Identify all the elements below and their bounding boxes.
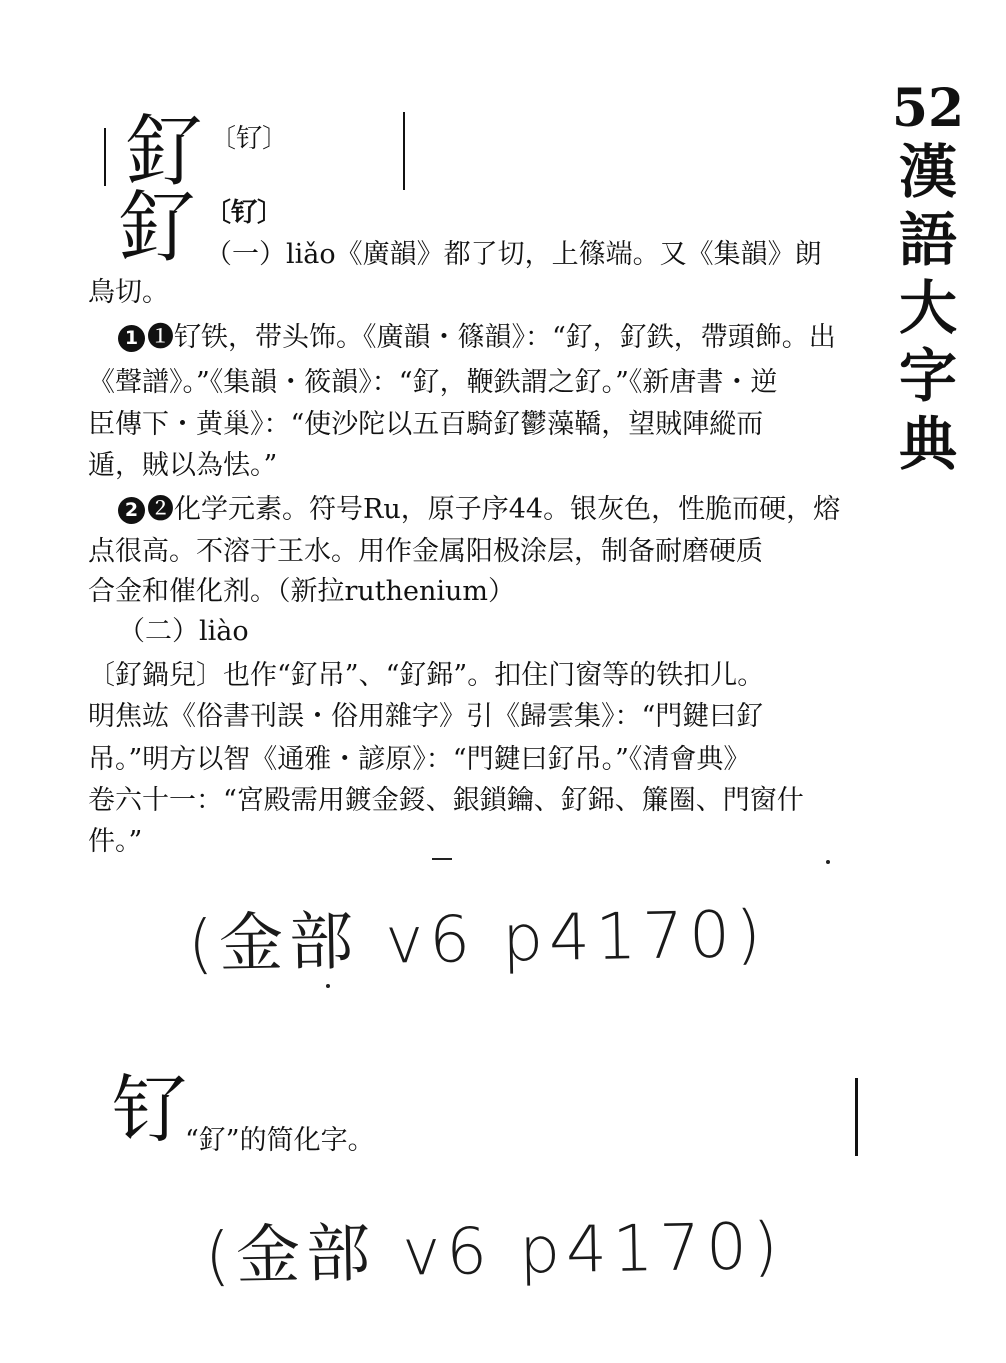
title-char: 語 [898, 206, 957, 274]
sense-number-2-icon: 2 [118, 497, 145, 524]
handwritten-reference-note: (金部 v6 p4170) [187, 897, 768, 983]
simplified-tag-top: 〔钌〕 [210, 124, 289, 154]
sense-2-line [118, 490, 898, 530]
entry-line: 吊。”明方以智《通雅・諺原》：“門鍵曰釕吊。”《清會典》 [88, 744, 751, 775]
clip-mark-left [104, 128, 106, 186]
reading-2-line: （二）liào [118, 616, 249, 647]
entry-line: 《聲譜》。”《集韻・筱韻》：“釕，鞭鉄謂之釕。”《新唐書・逆 [88, 367, 778, 398]
entry-line: 卷六十一：“宮殿需用鍍金鋄、銀鎖鑰、釕銱、簾圈、門窗什 [88, 785, 804, 816]
entry-line-text: ❶钌铁，带头饰。《廣韻・篠韻》：“釕，釕鉄，帶頭飾。出 [147, 322, 836, 353]
scan-mark [826, 860, 830, 864]
entry-line: 合金和催化剂。（新拉ruthenium） [88, 576, 516, 607]
title-char: 典 [898, 410, 957, 478]
entry-line: （一）liǎo《廣韻》都了切，上篠端。又《集韻》朗 [205, 239, 822, 270]
entry-line: 鳥切。 [88, 277, 169, 308]
entry-line: 件。” [88, 826, 143, 857]
entry-line: 点很高。不溶于王水。用作金属阳极涂层，制备耐磨硬质 [88, 536, 763, 567]
entry-line: 明焦竑《俗書刊誤・俗用雜字》引《歸雲集》：“門鍵曰釕 [88, 701, 764, 732]
volume-number: 52 [891, 78, 965, 139]
entry-line-text: ❷化学元素。符号Ru，原子序44。银灰色，性脆而硬，熔 [147, 494, 841, 525]
headword-traditional-top: 釕 [125, 107, 204, 197]
sense-number-1-icon: 1 [118, 325, 145, 352]
headword-simplified: 钌 [112, 1067, 186, 1153]
clip-mark-right [403, 112, 405, 190]
handwritten-reference-note: (金部 v6 p4170) [204, 1209, 785, 1295]
headword-traditional-main: 釕 [118, 183, 197, 273]
sense-1-line [118, 318, 898, 358]
title-char: 大 [898, 274, 957, 342]
entry-line: 臣傳下・黄巢》：“使沙陀以五百騎釕鬱藻鞽，望賊陣縱而 [88, 409, 764, 440]
simplified-definition: “釕”的简化字。 [185, 1125, 375, 1156]
title-char: 字 [898, 342, 957, 410]
entry-line: 〔釕鍋兒〕也作“釕吊”、“釕銱”。扣住门窗等的铁扣儿。 [88, 660, 765, 691]
simplified-tag-main: 〔钌〕 [205, 198, 284, 228]
entry-line: 遁，賊以為怯。” [88, 450, 278, 481]
title-char: 漢 [898, 138, 957, 206]
dictionary-side-title [888, 80, 968, 478]
clip-mark-right-2 [855, 1078, 858, 1156]
scan-mark [432, 858, 452, 860]
scan-mark [326, 984, 330, 988]
